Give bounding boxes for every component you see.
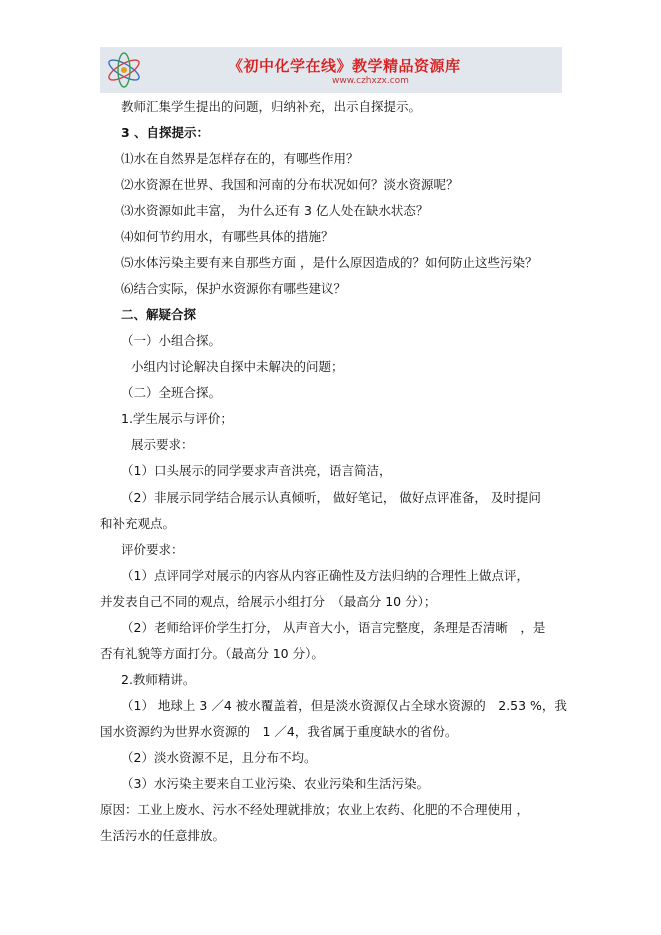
text-line: 展示要求： — [131, 437, 194, 452]
list-item: ⑶水资源如此丰富， 为什么还有 3 亿人处在缺水状态？ — [121, 203, 429, 218]
text-line: 1.学生展示与评价； — [121, 411, 233, 426]
text-line: （3）水污染主要来自工业污染、农业污染和生活污染。 — [121, 776, 429, 791]
text-line: （1） 地球上 3 ／4 被水覆盖着，但是淡水资源仅占全球水资源的 2.53 %，我 — [121, 698, 567, 713]
text-line: 小组内讨论解决自探中未解决的问题； — [131, 359, 344, 374]
list-item: ⑵水资源在世界、我国和河南的分布状况如何？淡水资源呢？ — [121, 177, 459, 192]
text-line: 原因：工业上废水、污水不经处理就排放；农业上农药、化肥的不合理使用 ， — [100, 802, 529, 817]
text-line: 和补充观点。 — [100, 516, 176, 531]
list-item: ⑴水在自然界是怎样存在的，有哪些作用？ — [121, 151, 359, 166]
header-banner — [100, 47, 562, 93]
text-line: （2）非展示同学结合展示认真倾听， 做好笔记， 做好点评准备， 及时提问 — [121, 490, 541, 505]
text-line: （2）老师给评价学生打分， 从声音大小，语言完整度，条理是否清晰 ，是 — [121, 620, 546, 635]
text-line: 生活污水的任意排放。 — [100, 828, 226, 843]
text-line: （2）淡水资源不足，且分布不均。 — [121, 750, 317, 765]
text-line: 教师汇集学生提出的问题，归纳补充，出示自探提示。 — [121, 99, 422, 114]
text-line: （一）小组合探。 — [121, 333, 222, 348]
list-item: ⑷如何节约用水，有哪些具体的措施？ — [121, 229, 334, 244]
text-line: 并发表自己不同的观点，给展示小组打分 （最高分 10 分）； — [100, 594, 437, 609]
text-line: 2.教师精讲。 — [121, 672, 196, 687]
text-line: 评价要求： — [121, 542, 184, 557]
text-line: （1）口头展示的同学要求声音洪亮，语言简洁， — [121, 463, 392, 478]
text-line: （二）全班合探。 — [121, 385, 222, 400]
text-line: 否有礼貌等方面打分。（最高分 10 分）。 — [100, 646, 324, 661]
header-url: www.czhxzx.com — [332, 76, 409, 86]
atom-logo-icon — [104, 50, 144, 90]
text-line: （1）点评同学对展示的内容从内容正确性及方法归纳的合理性上做点评， — [121, 568, 529, 583]
text-line: 国水资源约为世界水资源的 1 ／4，我省属于重度缺水的省份。 — [100, 724, 458, 739]
list-item: ⑸水体污染主要有来自那些方面 ，是什么原因造成的？如何防止这些污染？ — [121, 255, 538, 270]
list-item: ⑹结合实际，保护水资源你有哪些建议？ — [121, 281, 347, 296]
header-title: 《初中化学在线》教学精品资源库 — [228, 57, 461, 75]
section-heading: 3 、自探提示： — [121, 125, 210, 140]
section-heading: 二、解疑合探 — [121, 307, 197, 322]
